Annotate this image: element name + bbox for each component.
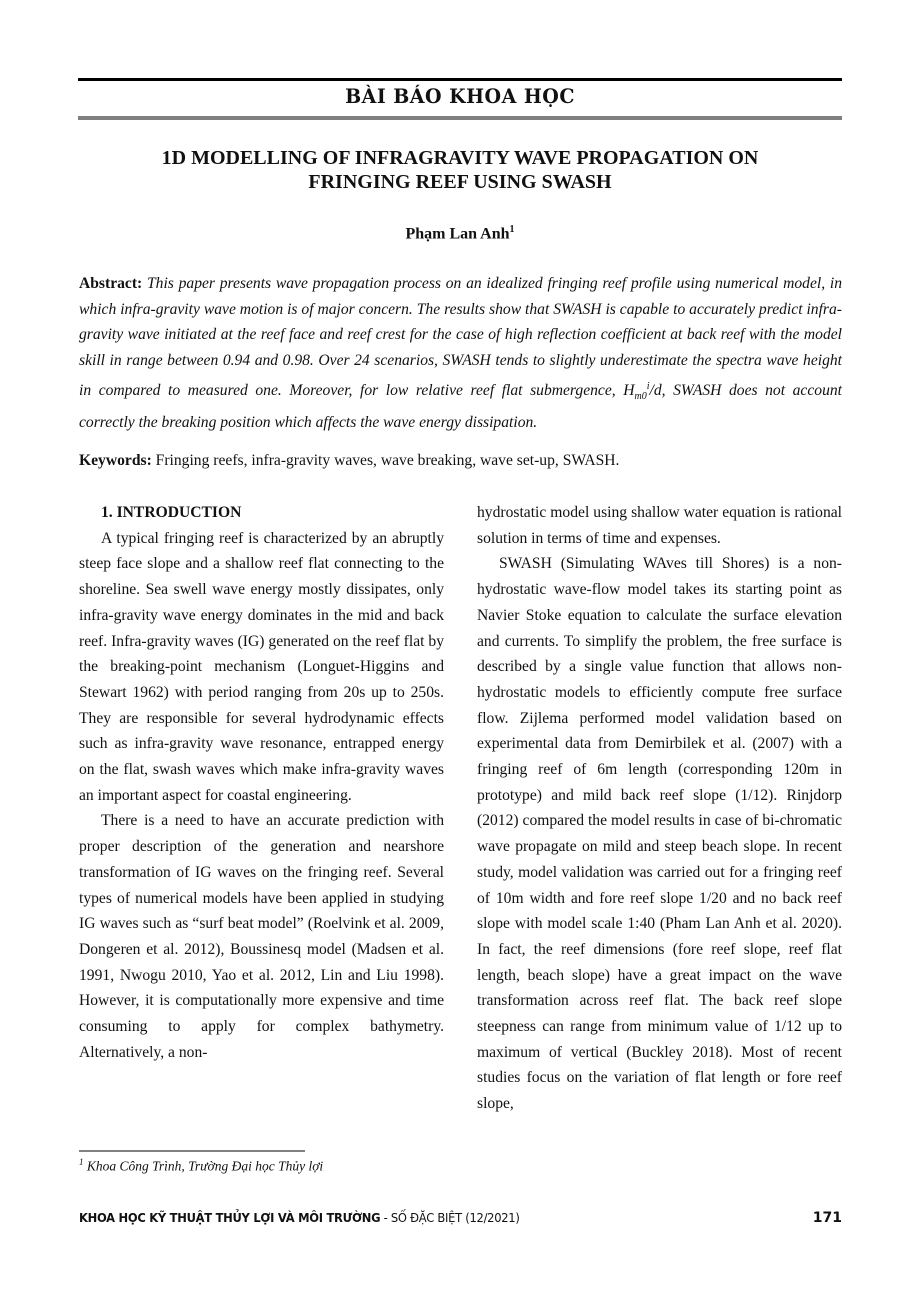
section-heading-introduction: 1. INTRODUCTION (101, 504, 242, 521)
paper-title (78, 146, 842, 194)
header-bottom-rule (78, 116, 842, 120)
header-top-rule (78, 78, 842, 81)
author-affiliation-mark: 1 (509, 224, 515, 235)
right-column (477, 500, 842, 1117)
page-number: 171 (812, 1210, 842, 1226)
journal-name (79, 1210, 520, 1225)
author-name: Phạm Lan Anh (405, 225, 510, 243)
author-line (78, 224, 842, 243)
section-label: BÀI BÁO KHOA HỌC (345, 84, 575, 108)
paragraph: There is a need to have an accurate prediction with proper description of the generation and nearshore transformation of IG waves on the fringing reef. Several types of numerical models have been applied in studying IG waves such as “surf beat model” (Roelvink et al. 2009, Dongeren et al. 2012), Boussinesq model (Madsen et al. 1991, Nwogu 2010, Yao et al. 2012, Lin and Liu 1998). However, it is computationally more expensive and time consuming to apply for complex bathymetry. Alternatively, a non- (79, 812, 444, 1061)
abstract-text-part-2: /d, SWASH does not account correctly the breaking position which affects the wave energy dissipation. (79, 382, 842, 431)
abstract-superscript: i (646, 380, 650, 392)
paper-title-line-1: 1D MODELLING OF INFRAGRAVITY WAVE PROPAGATION ON (161, 147, 759, 169)
left-column (79, 500, 444, 1065)
footnote-mark: 1 (79, 1157, 84, 1167)
footnote (79, 1157, 323, 1175)
keywords (79, 449, 842, 473)
paper-title-line-2: FRINGING REEF USING SWASH (308, 171, 612, 193)
footnote-rule (79, 1150, 305, 1152)
paragraph-continued: hydrostatic model using shallow water equation is rational solution in terms of time and expenses. (477, 504, 842, 547)
journal-issue: - SỐ ĐẶC BIỆT (12/2021) (380, 1210, 520, 1225)
abstract-text (79, 275, 842, 431)
journal-title: KHOA HỌC KỸ THUẬT THỦY LỢI VÀ MÔI TRƯỜNG (79, 1210, 381, 1225)
abstract (79, 271, 842, 436)
abstract-subscript: m0 (634, 391, 647, 403)
abstract-label: Abstract: (79, 275, 143, 292)
paragraph: SWASH (Simulating WAves till Shores) is a non-hydrostatic wave-flow model takes its starting point as Navier Stoke equation to calculate the surface elevation and currents. To simplify the problem, the free surface is described by a single value function that allows non-hydrostatic models to efficiently compute free surface flow. Zijlema performed model validation based on experimental data from Demirbilek et al. (2007) with a fringing reef of 6m length (corresponding 120m in prototype) and mild back reef slope (1/12). Rinjdorp (2012) compared the model results in case of bi-chromatic wave propagate on mild and steep beach slope. In recent study, model validation was carried out for a fringing reef of 10m width and fore reef slope 1/20 and no back reef slope with model scale 1:40 (Pham Lan Anh et al. 2020). In fact, the reef dimensions (fore reef slope, reef flat length, beach slope) have a great impact on the wave transformation across reef flat. The back reef slope steepness can range from minimum value of 1/12 up to maximum of vertical (Buckley 2018). Most of recent studies focus on the variation of flat length or fore reef slope, (477, 555, 842, 1113)
abstract-text-part-1: This paper presents wave propagation process on an idealized fringing reef profile using numerical model, in which infra-gravity wave motion is of major concern. The results show that SWASH is capable to accurately predict infra-gravity wave initiated at the reef face and reef crest for the case of high reflection coefficient at back reef with the model skill in range between 0.94 and 0.98. Over 24 scenarios, SWASH tends to slightly underestimate the spectra wave height in compared to measured one. Moreover, for low relative reef flat submergence, H (79, 275, 842, 399)
keywords-text: Fringing reefs, infra-gravity waves, wave breaking, wave set-up, SWASH. (155, 452, 620, 469)
keywords-label: Keywords: (79, 452, 152, 469)
page-footer (79, 1210, 842, 1226)
footnote-text: Khoa Công Trình, Trường Đại học Thủy lợi (86, 1158, 324, 1174)
paragraph: A typical fringing reef is characterized by an abruptly steep face slope and a shallow reef flat connecting to the shoreline. Sea swell wave energy mostly dissipates, only infra-gravity wave energy dominates in the mid and back reef. Infra-gravity waves (IG) generated on the reef flat by the breaking-point mechanism (Longuet-Higgins and Stewart 1962) with period ranging from 20s up to 250s. They are responsible for several hydrodynamic effects such as infra-gravity wave resonance, entrapped energy on the flat, swash waves which make infra-gravity waves an important aspect for coastal engineering. (79, 529, 444, 804)
